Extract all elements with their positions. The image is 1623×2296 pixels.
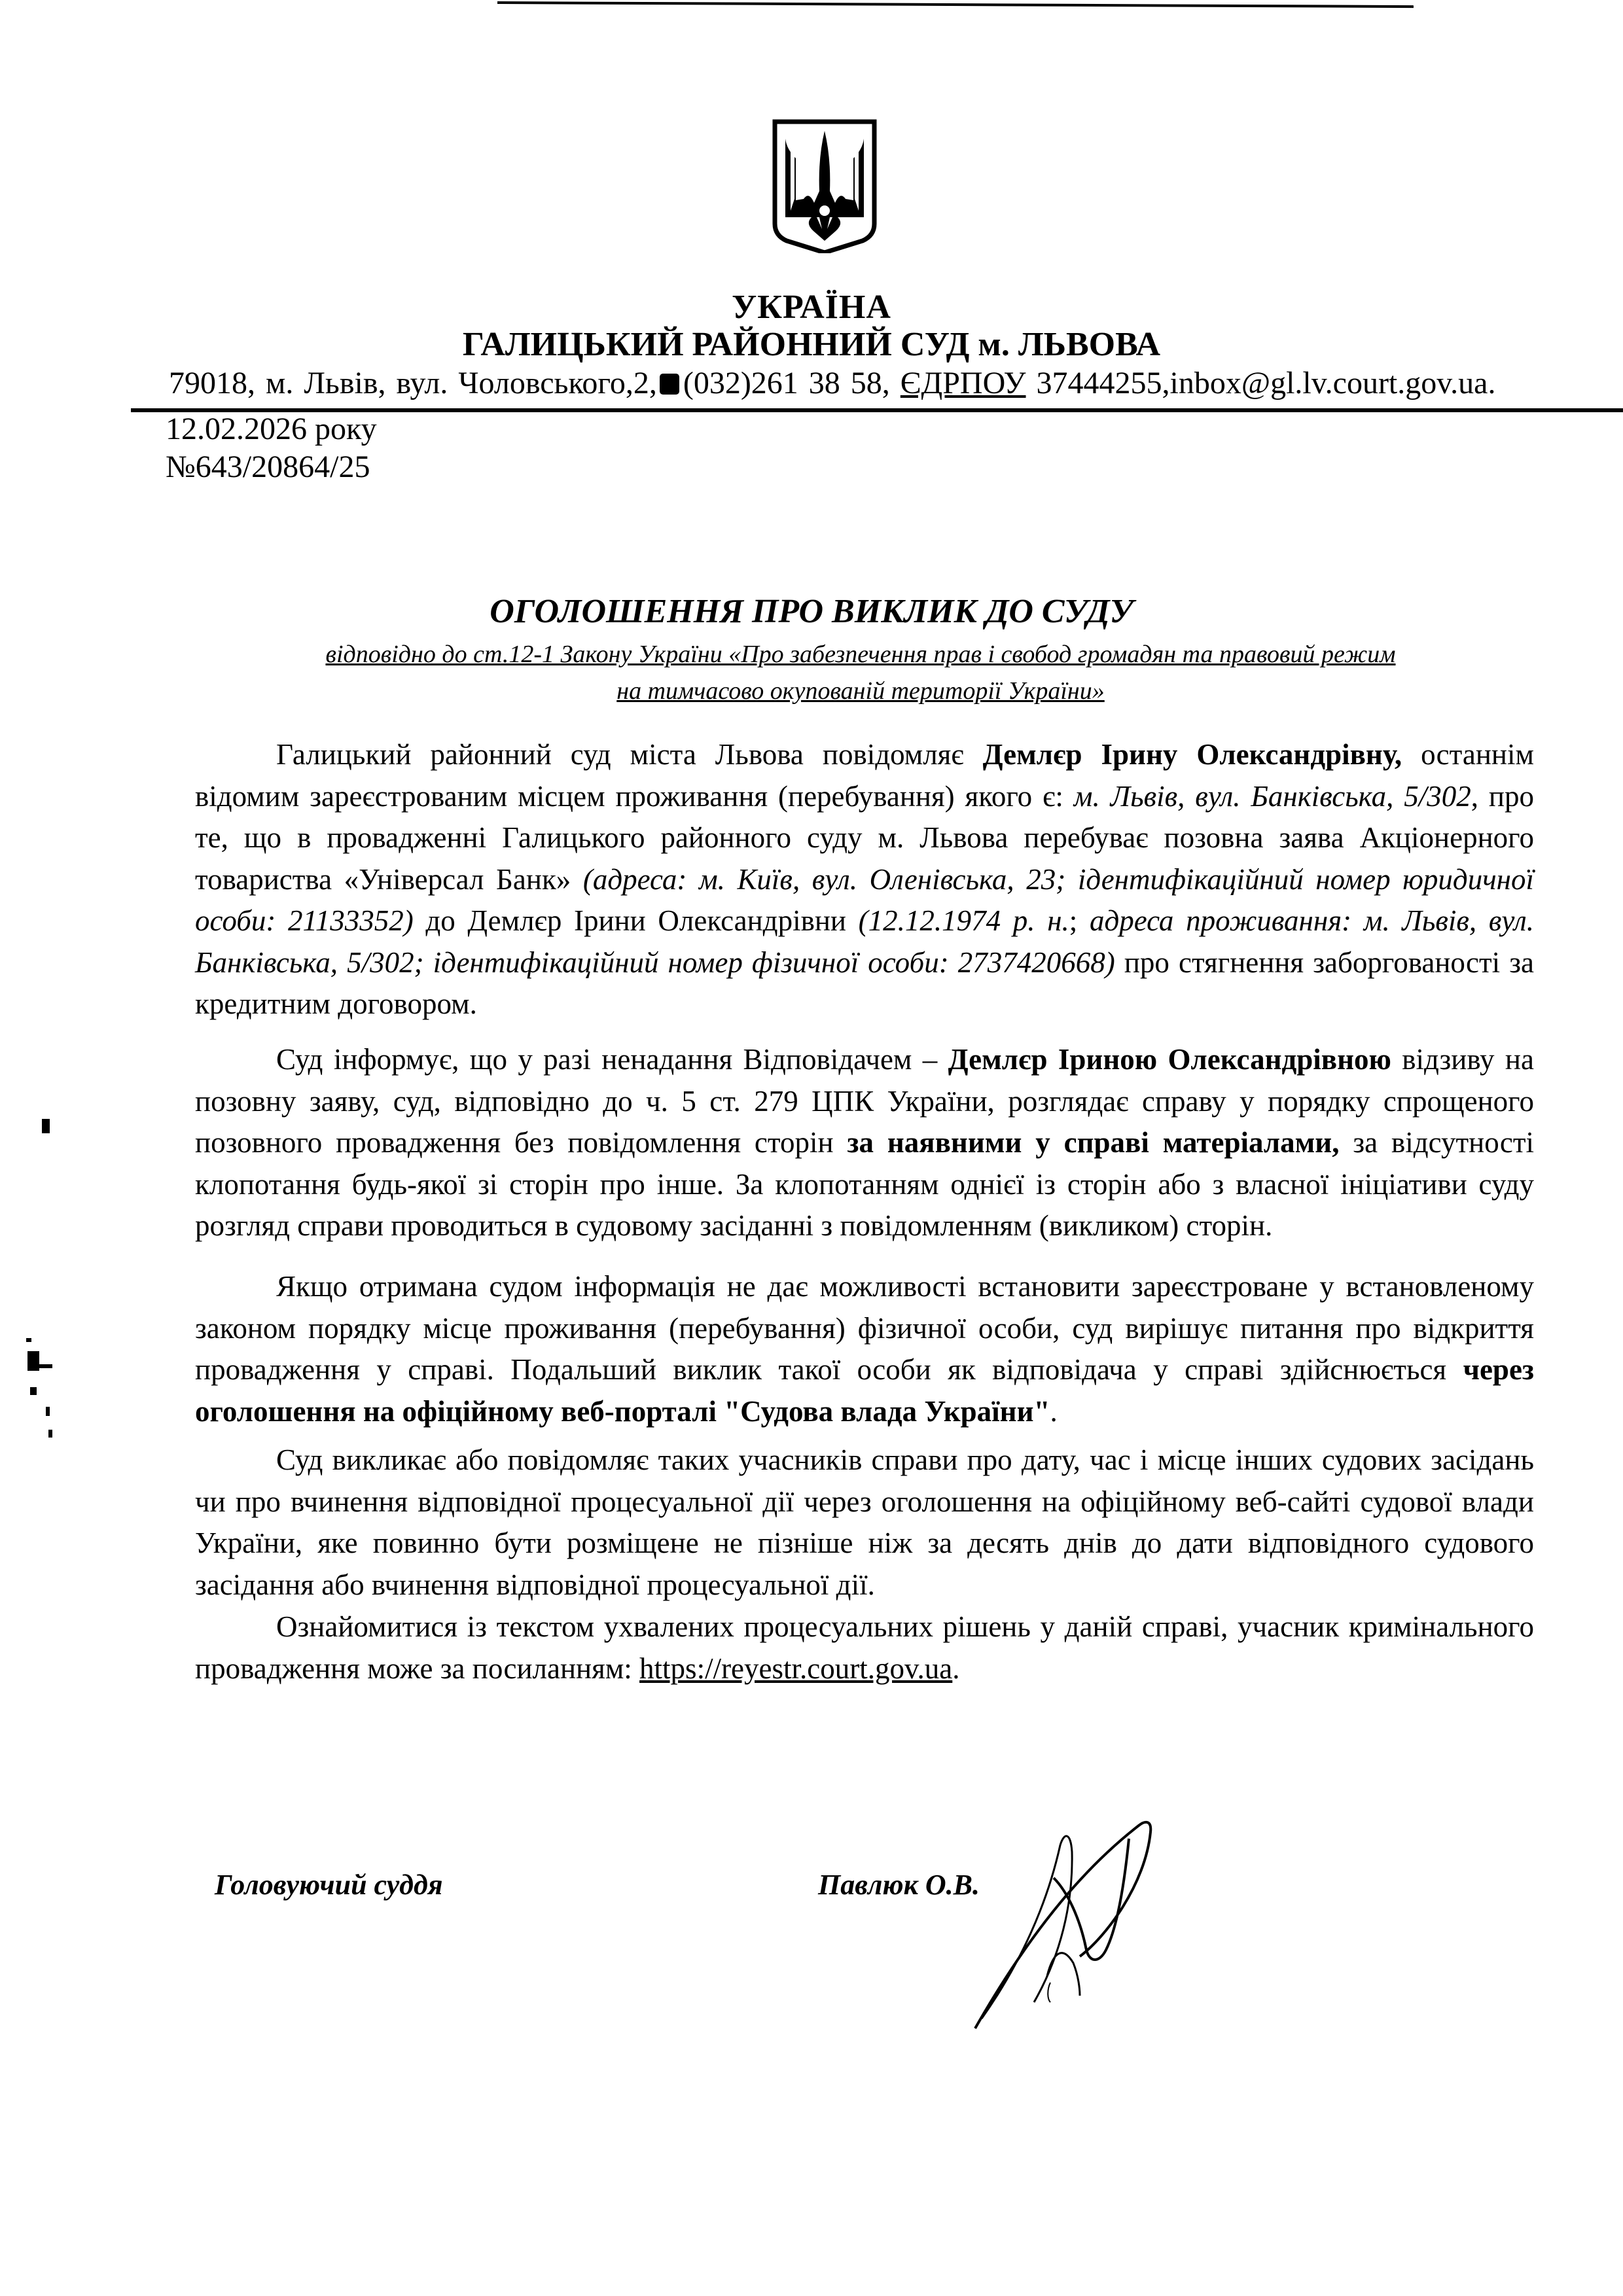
case-number: №643/20864/25 xyxy=(166,450,370,484)
scan-edge-line xyxy=(497,1,1414,8)
plaintiff-details: (адреса: м. Київ, вул. Оленівська, 23; ідентифікаційний номер юридичної особи: 21133352) xyxy=(195,862,1534,937)
court-address: 79018, м. Львів, вул. Чоловського,2, xyxy=(169,366,657,400)
court-phone: (032)261 38 58, xyxy=(683,366,890,400)
handwritten-signature-icon xyxy=(949,1806,1315,2041)
edrpou-and-email: 37444255,inbox@gl.lv.court.gov.ua. xyxy=(1036,366,1496,400)
document-date: 12.02.2026 року xyxy=(166,412,377,446)
text: Ознайомитися із текстом ухвалених процесуальних рішень у даній справі, учасник кримінального провадження може за посиланням: xyxy=(195,1610,1534,1685)
text: до Демлєр Ірини Олександрівни xyxy=(413,904,859,937)
defendant-birthdate: (12.12.1974 р. н. xyxy=(858,904,1069,937)
notice-subtitle-line1: відповідно до ст.12-1 Закону України «Про забезпечення прав і свобод громадян та правовий режим xyxy=(325,641,1396,668)
text: Суд викликає або повідомляє таких учасників справи про дату, час і місце інших судових засідань чи про вчинення відповідної процесуальної дії через оголошення на офіційному веб-сайті судової влади України, яке повинно бути розміщене не пізніше ніж за десять днів до дати відповідного судового засідання або вчинення відповідної процесуальної дії. xyxy=(195,1443,1534,1601)
signer-role: Головуючий суддя xyxy=(215,1869,443,1901)
text: відзиву на позовну заяву, суд, відповідно до ч. 5 ст. 279 ЦПК України, розглядає справу у порядку спрощеного позовного провадження без повідомлення сторін xyxy=(195,1043,1534,1159)
country-heading: УКРАЇНА xyxy=(732,289,891,326)
defendant-address: м. Львів, вул. Банківська, 5/302 xyxy=(1073,779,1471,813)
text: останнім відомим зареєстрованим місцем проживання (перебування) якого є: xyxy=(195,738,1534,813)
ukraine-trident-coat-of-arms-icon xyxy=(772,119,877,253)
text: , про те, що в провадженні Галицького районного суду м. Львова перебуває позовна заява Акціонерного товариства «Універсал Банк» xyxy=(195,779,1534,896)
paragraph-procedure xyxy=(195,1039,1534,1247)
edrpou-label: ЄДРПОУ xyxy=(900,366,1026,400)
text: ; xyxy=(1069,904,1090,937)
court-name-heading: ГАЛИЦЬКИЙ РАЙОННИЙ СУД м. ЛЬВОВА xyxy=(462,326,1161,363)
notice-subtitle-line2: на тимчасово окупованій території України» xyxy=(616,677,1105,705)
paragraph-unknown-address xyxy=(195,1266,1534,1432)
text: . xyxy=(952,1651,960,1685)
registry-link[interactable]: https://reyestr.court.gov.ua xyxy=(639,1651,953,1685)
court-contact-line xyxy=(169,365,1495,401)
scan-noise-specks xyxy=(0,1112,92,1963)
text: Суд інформує, що у разі ненадання Відповідачем – xyxy=(276,1043,948,1076)
defendant-name: Демлєр Ірину Олександрівну, xyxy=(982,738,1402,771)
defendant-name-instrumental: Демлєр Іриною Олександрівною xyxy=(948,1043,1391,1076)
defendant-details: адреса проживання: м. Львів, вул. Банківська, 5/302; ідентифікаційний номер фізичної особи: 2737420668) xyxy=(195,904,1534,979)
emphasis-materials: за наявними у справі матеріалами, xyxy=(847,1126,1340,1159)
paragraph-summons xyxy=(195,734,1534,1025)
paragraph-notification xyxy=(195,1439,1534,1606)
text: за відсутності клопотання будь-якої зі сторін про інше. За клопотанням однієї із сторін або з власної ініціативи суду розгляд справи проводиться в судовому засіданні з повідомленням (викликом) сторін. xyxy=(195,1126,1534,1242)
text: . xyxy=(1050,1394,1058,1428)
notice-legal-basis xyxy=(196,636,1525,709)
notice-title: ОГОЛОШЕННЯ ПРО ВИКЛИК ДО СУДУ xyxy=(490,593,1133,630)
text: Галицький районний суд міста Львова повідомляє xyxy=(276,738,983,771)
text: про стягнення заборгованості за кредитним договором. xyxy=(195,945,1534,1020)
emphasis-portal: через оголошення на офіційному веб-порталі "Судова влада України" xyxy=(195,1353,1534,1428)
telephone-icon xyxy=(660,374,679,395)
signer-name: Павлюк О.В. xyxy=(818,1869,980,1901)
paragraph-registry-link xyxy=(195,1606,1534,1689)
text: Якщо отримана судом інформація не дає можливості встановити зареєстроване у встановленому законом порядку місце проживання (перебування) фізичної особи, суд вирішує питання про відкриття провадження у справі. Подальший виклик такої особи як відповідача у справі здійснюється xyxy=(195,1270,1534,1386)
